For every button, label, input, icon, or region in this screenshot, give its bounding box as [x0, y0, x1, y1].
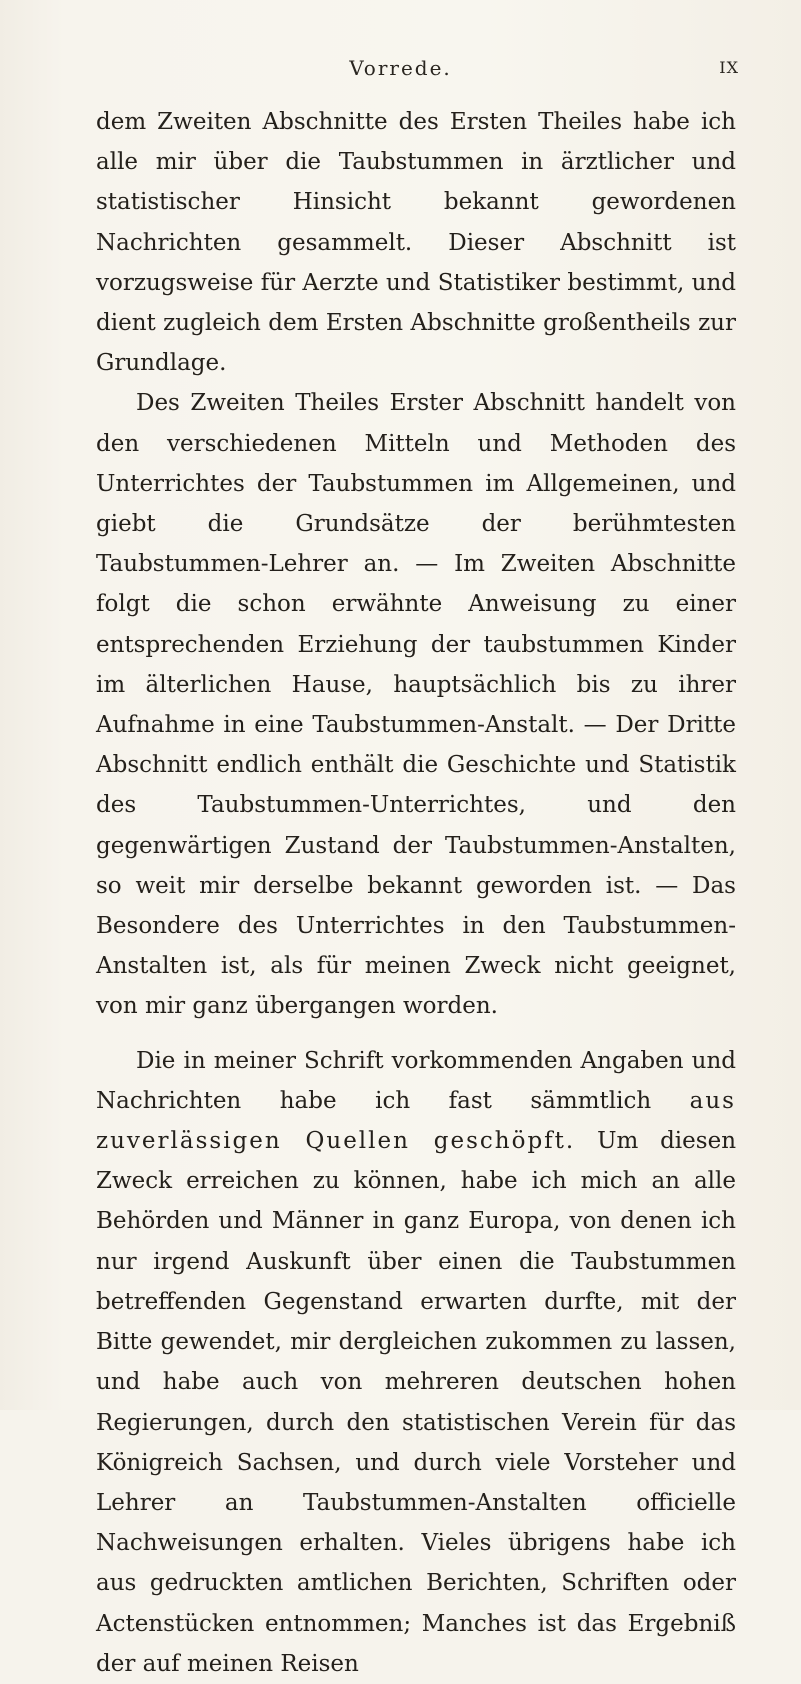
emphasized-phrase: aus zuverlässigen Quellen geschöpft.	[96, 1087, 736, 1155]
running-head	[0, 44, 801, 84]
running-title: Vorrede.	[349, 56, 452, 80]
page-number: IX	[719, 58, 739, 77]
paragraph-3-rest: Um diesen Zweck erreichen zu können, habe ich mich an alle Behörden und Männer in ganz Europa, von denen ich nur irgend Auskunft über einen die Taubstummen betreffenden Gegenstand erwarten durfte, mit der Bitte gewendet, mir dergleichen zukommen zu lassen, und habe auch von mehreren deutschen hohen Regierungen, durch den statistischen Verein für das Königreich Sachsen, und durch viele Vorsteher und Lehrer an Taubstummen-Anstalten officielle Nachweisungen erhalten. Vieles übrigens habe ich aus gedruckten amtlichen Berichten, Schriften oder Actenstücken entnommen; Manches ist das Ergebniß der auf meinen Reisen	[96, 1128, 737, 1677]
paragraph-3	[96, 1041, 736, 1684]
paragraph-1: dem Zweiten Abschnitte des Ersten Theiles habe ich alle mir über die Taubstummen in ärztlicher und statistischer Hinsicht bekannt gewordenen Nachrichten gesammelt. Dieser Abschnitt ist vorzugsweise für Aerzte und Statistiker bestimmt, und dient zugleich dem Ersten Abschnitte großentheils zur Grundlage.	[96, 109, 736, 377]
body-text	[96, 102, 736, 1684]
paragraph-3-start: Die in meiner Schrift vorkommenden Angaben und Nachrichten habe ich fast sämmtlich	[96, 1047, 736, 1114]
paragraph-2: Des Zweiten Theiles Erster Abschnitt handelt von den verschiedenen Mitteln und Methoden des Unterrichtes der Taubstummen im Allgemeinen, und giebt die Grundsätze der berühmtesten Taubstummen-Lehrer an. — Im Zweiten Abschnitte folgt die schon erwähnte Anweisung zu einer entsprechenden Erziehung der taubstummen Kinder im älterlichen Hause, hauptsächlich bis zu ihrer Aufnahme in eine Taubstummen-Anstalt. — Der Dritte Abschnitt endlich enthält die Geschichte und Statistik des Taubstummen-Unterrichtes, und den gegenwärtigen Zustand der Taubstummen-Anstalten, so weit mir derselbe bekannt geworden ist. — Das Besondere des Unterrichtes in den Taubstummen-Anstalten ist, als für meinen Zweck nicht geeignet, von mir ganz übergangen worden.	[96, 390, 736, 1020]
